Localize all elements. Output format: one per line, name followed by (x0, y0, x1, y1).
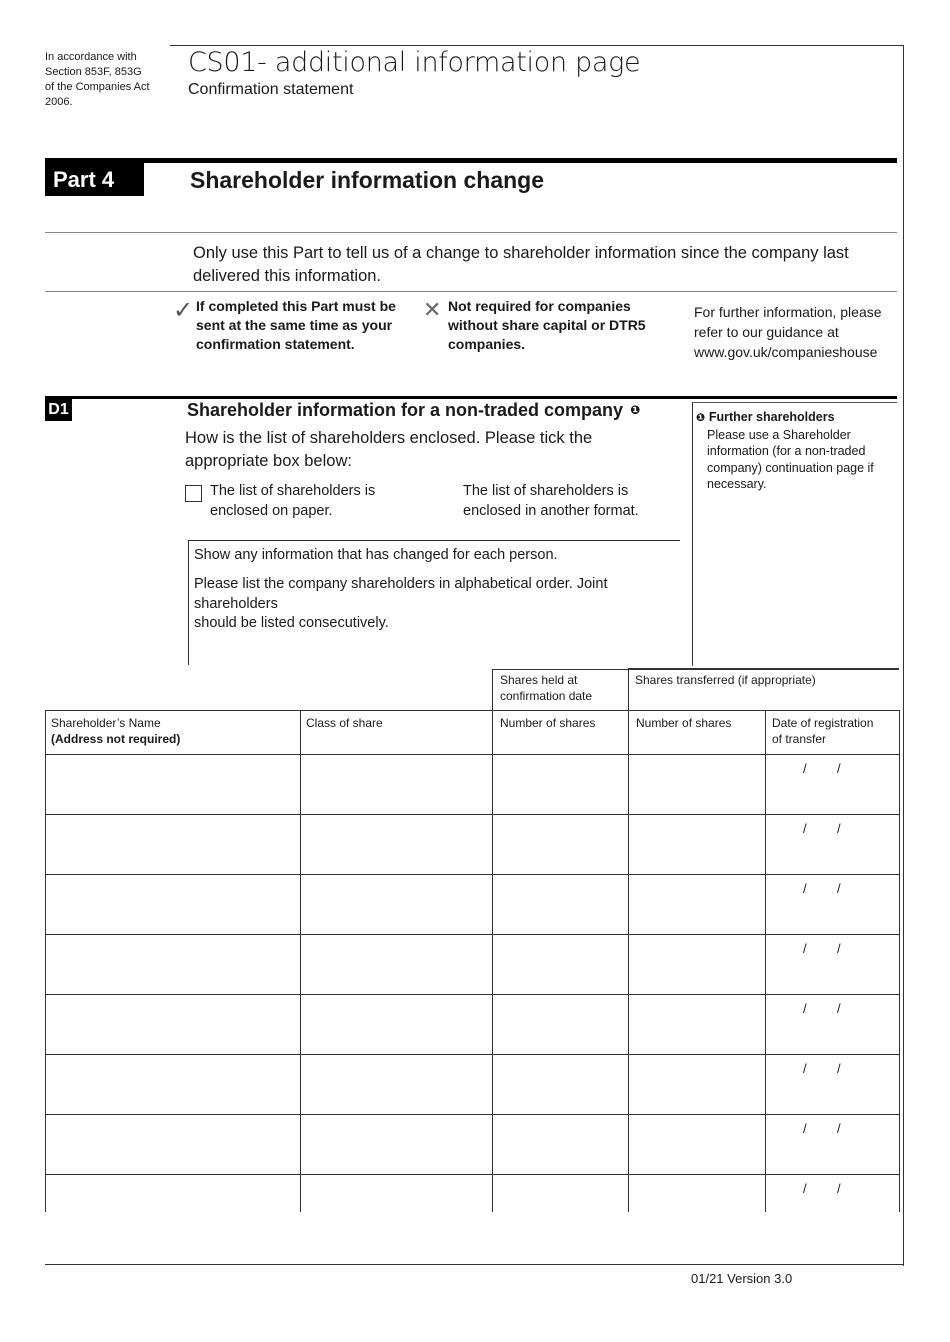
question-line: appropriate box below: (185, 452, 352, 470)
version-footer: 01/21 Version 3.0 (691, 1271, 793, 1286)
section-question (185, 427, 665, 473)
note-line: sent at the same time as your (196, 317, 393, 333)
held-number-cell[interactable] (493, 815, 627, 873)
col-name-header (51, 715, 291, 747)
date-separator: / (803, 1181, 807, 1196)
group-transferred-header: Shares transferred (if appropriate) (635, 673, 816, 687)
section-title-text: Shareholder information for a non-traded company (187, 400, 624, 420)
held-number-cell[interactable] (493, 995, 627, 1053)
side-note-body (696, 427, 892, 493)
group-held-header (500, 672, 625, 704)
further-shareholders-note (696, 409, 892, 493)
check-icon: ✓ (173, 296, 194, 324)
info-ordering (194, 575, 674, 634)
group-divider (628, 669, 629, 710)
side-note-line: necessary. (707, 477, 767, 491)
right-rule (903, 45, 904, 1266)
info-marker-icon: ❶ (696, 411, 706, 424)
header-line: Date of registration (772, 716, 874, 730)
intro-bottom-rule (45, 291, 897, 292)
side-note-line: information (for a non-traded (707, 444, 866, 458)
held-number-cell[interactable] (493, 1115, 627, 1173)
date-separator: / (803, 821, 807, 836)
section-tag: D1 (45, 398, 72, 421)
option-line: enclosed in another format. (463, 502, 639, 519)
group-header-top-thick (628, 668, 899, 670)
header-line: Shares held at (500, 673, 578, 687)
date-separator: / (837, 1181, 841, 1196)
page-title: CS01- additional information page (188, 47, 641, 78)
date-separator: / (837, 761, 841, 776)
sidebox-top (692, 402, 897, 403)
held-number-cell[interactable] (493, 935, 627, 993)
name-cell[interactable] (46, 755, 299, 813)
group-divider (492, 669, 493, 710)
column-header-top (45, 710, 899, 711)
option-line: enclosed on paper. (210, 502, 333, 519)
date-separator: / (803, 941, 807, 956)
date-separator: / (837, 1121, 841, 1136)
date-separator: / (803, 1001, 807, 1016)
date-cell[interactable] (766, 1115, 898, 1173)
table-right-border (899, 710, 900, 1212)
date-cell[interactable] (766, 1175, 898, 1233)
legal-line: Section 853F, 853G (45, 66, 142, 78)
legal-line: In accordance with (45, 51, 137, 63)
bottom-rule (45, 1264, 904, 1265)
info-line: should be listed consecutively. (194, 615, 389, 631)
header-line: of transfer (772, 732, 827, 746)
date-separator: / (837, 941, 841, 956)
date-separator: / (837, 881, 841, 896)
date-cell[interactable] (766, 755, 898, 813)
held-number-cell[interactable] (493, 875, 627, 933)
part-title: Shareholder information change (190, 167, 544, 193)
transferred-number-cell[interactable] (629, 755, 764, 813)
col-class-header: Class of share (306, 716, 383, 730)
intro-line: delivered this information. (193, 267, 382, 285)
side-note-heading-row (696, 409, 892, 427)
class-cell[interactable] (301, 755, 491, 813)
class-cell[interactable] (301, 1175, 491, 1233)
transferred-number-cell[interactable] (629, 1055, 764, 1113)
note-line: refer to our guidance at (694, 324, 839, 340)
legal-reference (45, 50, 170, 110)
paper-checkbox[interactable] (185, 485, 202, 502)
class-cell[interactable] (301, 935, 491, 993)
info-line: Please list the company shareholders in alphabetical order. Joint shareholders (194, 576, 608, 612)
class-cell[interactable] (301, 815, 491, 873)
name-cell[interactable] (46, 1055, 299, 1113)
part-intro (193, 242, 883, 288)
note-line: companies. (448, 336, 526, 352)
held-number-cell[interactable] (493, 1055, 627, 1113)
legal-line: 2006. (45, 96, 73, 108)
date-separator: / (803, 761, 807, 776)
option-line: The list of shareholders is (463, 483, 629, 499)
date-cell[interactable] (766, 815, 898, 873)
held-number-cell[interactable] (493, 755, 627, 813)
section-title (187, 398, 640, 422)
transferred-number-cell[interactable] (629, 875, 764, 933)
note-line: For further information, please (694, 304, 882, 320)
transferred-number-cell[interactable] (629, 1115, 764, 1173)
class-cell[interactable] (301, 875, 491, 933)
date-separator: / (837, 1061, 841, 1076)
name-cell[interactable] (46, 875, 299, 933)
sidebox-left (692, 402, 693, 666)
cross-icon: ✕ (423, 298, 442, 323)
question-line: How is the list of shareholders enclosed. Please tick the (185, 429, 593, 447)
option-line: The list of shareholders is (210, 483, 376, 499)
date-cell[interactable] (766, 935, 898, 993)
header-line: Shareholder’s Name (51, 716, 161, 730)
date-separator: / (803, 881, 807, 896)
header-line: (Address not required) (51, 732, 181, 746)
date-separator: / (803, 1061, 807, 1076)
option-paper-label (210, 482, 430, 521)
class-cell[interactable] (301, 995, 491, 1053)
intro-top-rule (45, 232, 897, 233)
date-separator: / (837, 1001, 841, 1016)
name-cell[interactable] (46, 815, 299, 873)
held-number-cell[interactable] (493, 1175, 627, 1233)
date-separator: / (803, 1121, 807, 1136)
info-changed: Show any information that has changed for each person. (194, 547, 558, 563)
guidance-link[interactable]: www.gov.uk/companieshouse (694, 344, 878, 360)
top-rule (170, 45, 904, 46)
header-line: confirmation date (500, 689, 593, 703)
name-cell[interactable] (46, 995, 299, 1053)
date-separator: / (837, 821, 841, 836)
date-cell[interactable] (766, 1055, 898, 1113)
required-note (196, 297, 421, 354)
info-marker-icon: ❶ (630, 403, 641, 417)
col-date-header (772, 715, 897, 747)
guidance-note (694, 302, 894, 362)
class-cell[interactable] (301, 1055, 491, 1113)
name-cell[interactable] (46, 1115, 299, 1173)
page-subtitle: Confirmation statement (188, 81, 354, 98)
infobox-top (188, 540, 680, 541)
note-line: Not required for companies (448, 298, 631, 314)
name-cell[interactable] (46, 935, 299, 993)
side-note-line: Please use a Shareholder (707, 427, 851, 442)
col-held-number-header: Number of shares (500, 716, 596, 730)
not-required-note (448, 297, 678, 354)
part-heading-rule (45, 158, 897, 163)
intro-line: Only use this Part to tell us of a change to shareholder information since the company last (193, 244, 849, 262)
side-note-heading: Further shareholders (708, 410, 835, 424)
option-other-label (463, 482, 683, 521)
side-note-line: company) continuation page if (707, 460, 874, 475)
note-line: without share capital or DTR5 (448, 317, 646, 333)
note-line: confirmation statement. (196, 336, 355, 352)
transferred-number-cell[interactable] (629, 815, 764, 873)
transferred-number-cell[interactable] (629, 1175, 764, 1233)
note-line: If completed this Part must be (196, 298, 396, 314)
col-transferred-number-header: Number of shares (636, 716, 732, 730)
infobox-left (188, 540, 189, 665)
class-cell[interactable] (301, 1115, 491, 1173)
transferred-number-cell[interactable] (629, 995, 764, 1053)
transferred-number-cell[interactable] (629, 935, 764, 993)
date-cell[interactable] (766, 995, 898, 1053)
name-cell[interactable] (46, 1175, 299, 1233)
legal-line: of the Companies Act (45, 81, 150, 93)
date-cell[interactable] (766, 875, 898, 933)
part-label: Part 4 (45, 163, 144, 196)
